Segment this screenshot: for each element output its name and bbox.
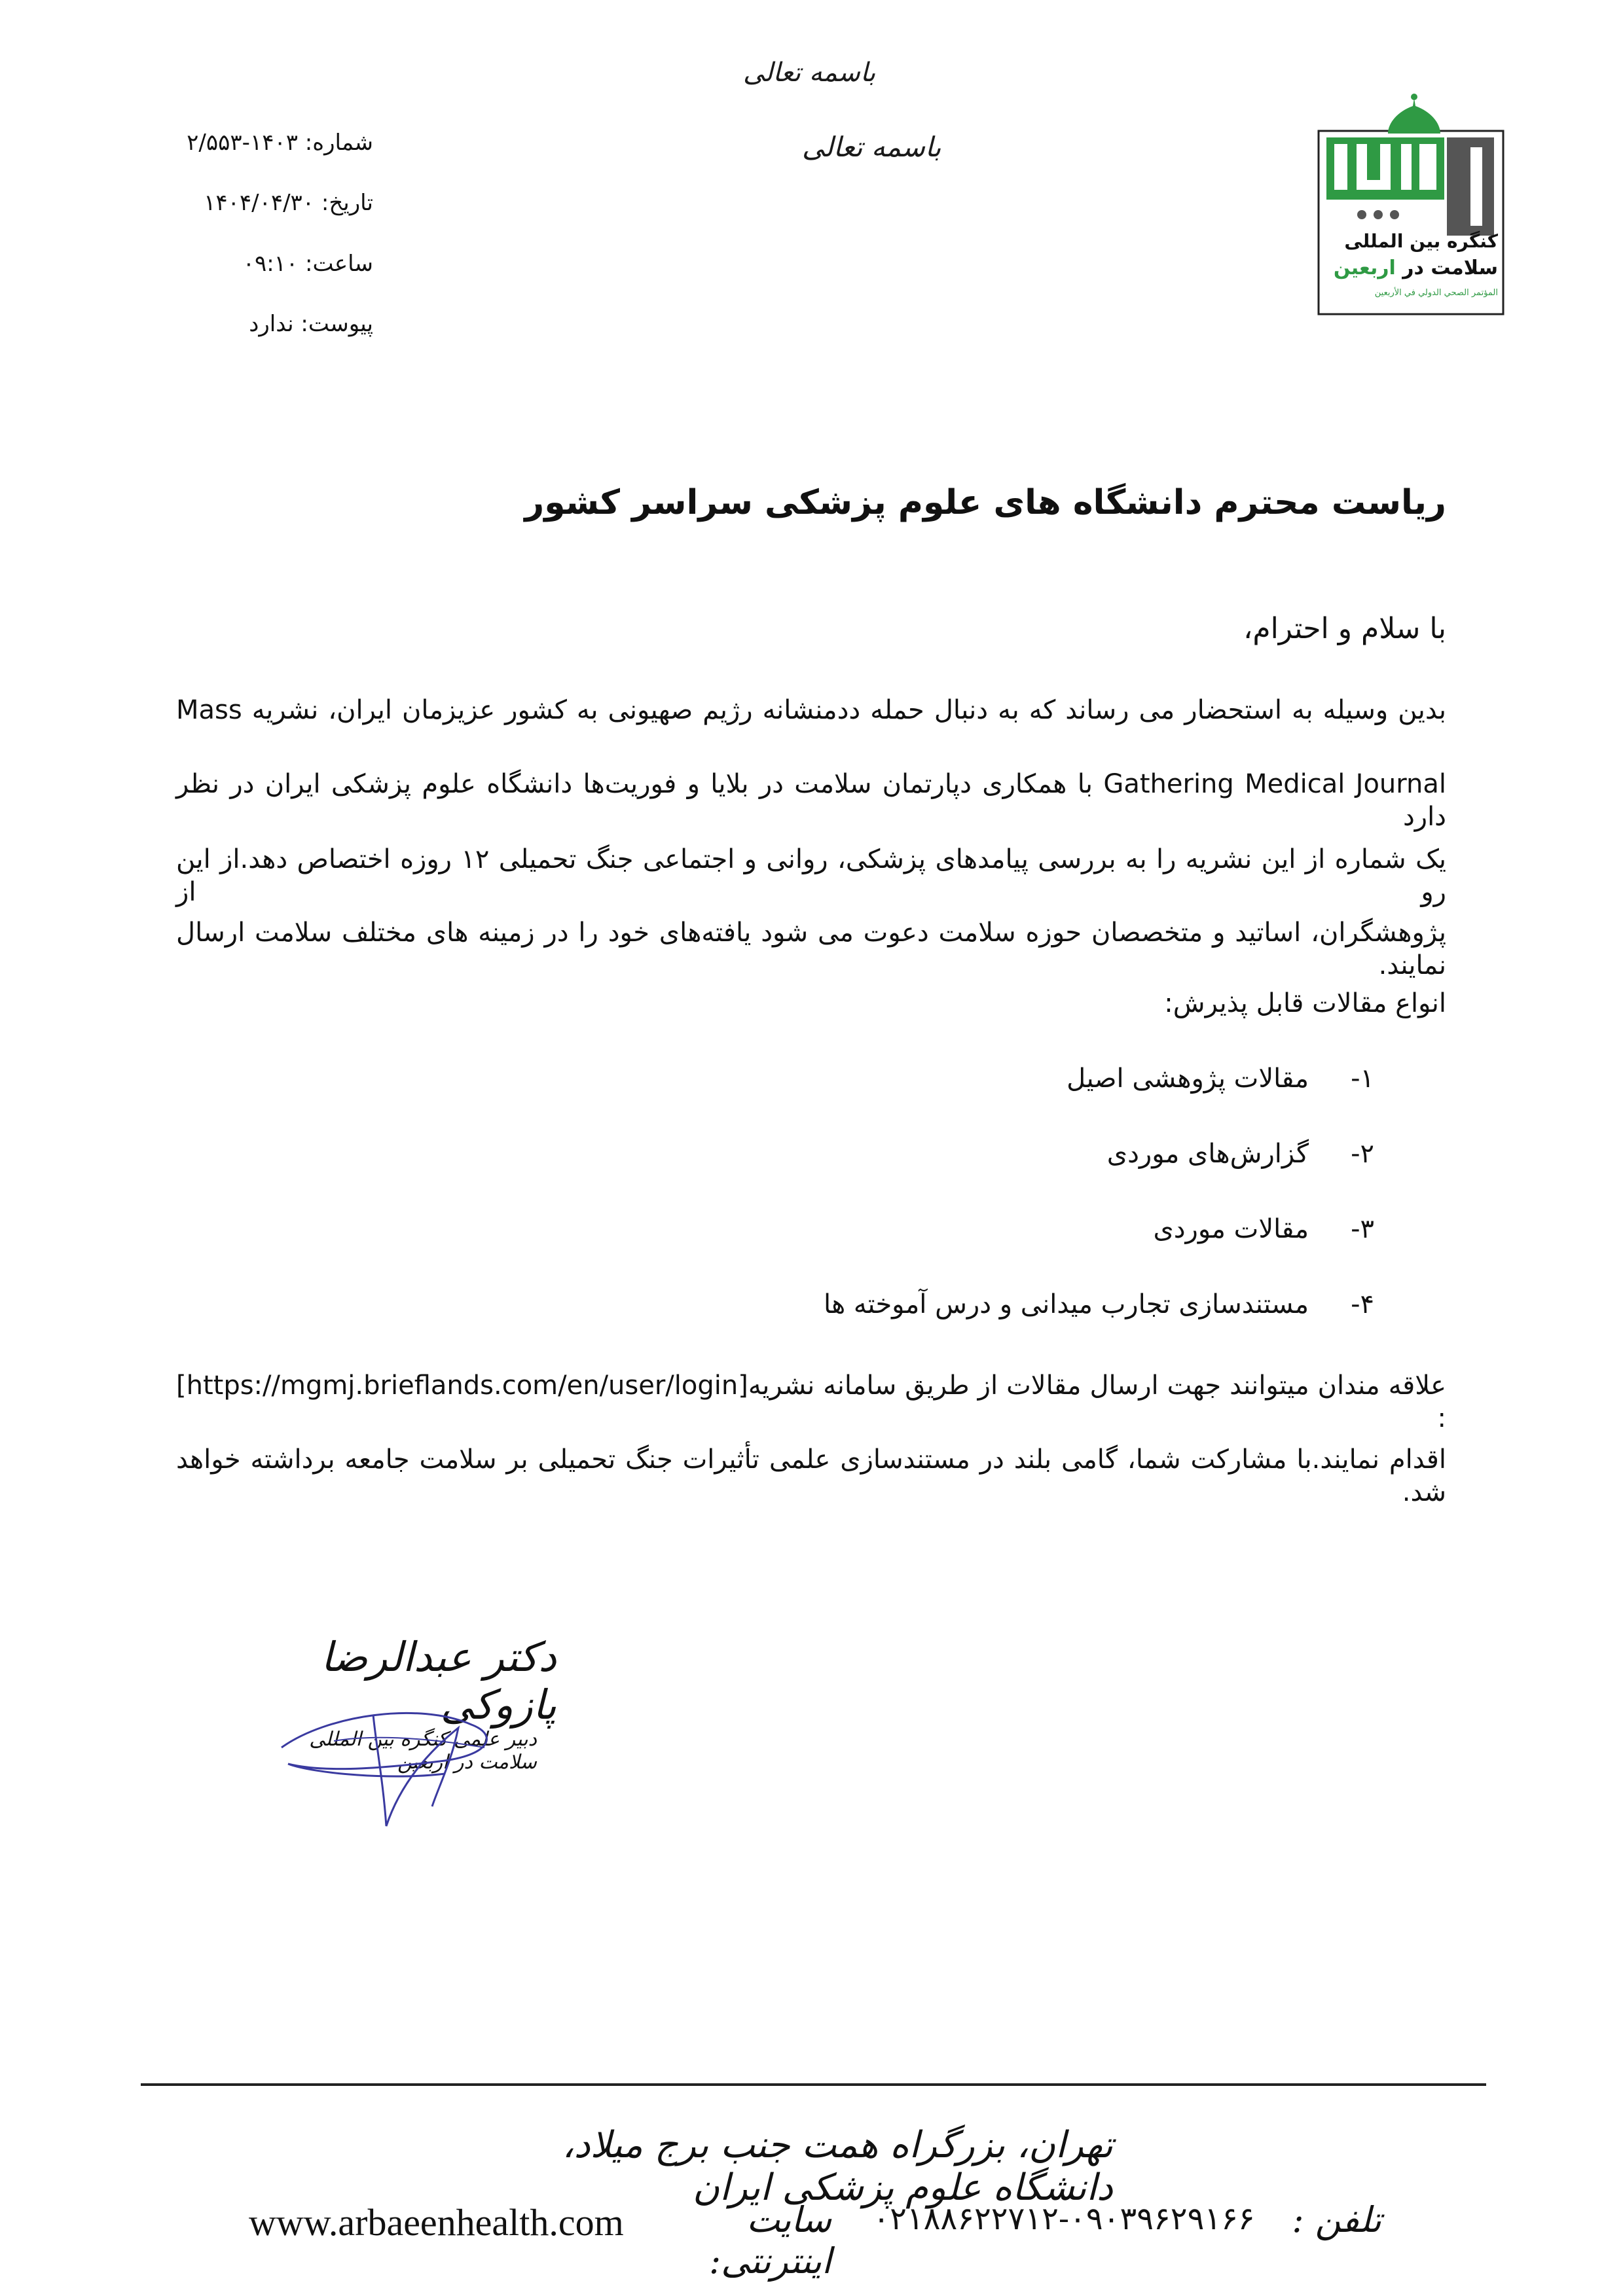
logo-line-2-prefix: سلامت در bbox=[1402, 257, 1498, 279]
congress-logo bbox=[1316, 92, 1506, 317]
list-item bbox=[392, 1139, 1374, 1169]
logo-line-2 bbox=[1321, 257, 1498, 279]
paragraph-line: یک شماره از این نشریه را به بررسی پیامدهای پزشکی، روانی و اجتماعی جنگ تحمیلی ۱۲ روزه اختصاص دهد.از این رو از bbox=[176, 844, 1447, 907]
basmala-heading-secondary: باسمه تعالی bbox=[802, 131, 941, 163]
logo-line-1: کنگره بین المللی bbox=[1344, 230, 1498, 252]
closing-line: اقدام نمایند.با مشارکت شما، گامی بلند در مستندسازی علمی تأثیرات جنگ تحمیلی بر سلامت جامعه برداشته خواهد شد. bbox=[176, 1444, 1446, 1507]
letter-recipient-title: ریاست محترم دانشگاه های علوم پزشکی سراسر کشور bbox=[524, 483, 1446, 522]
paragraph-line: Gathering Medical Journal با همکاری دپارتمان سلامت در بلایا و فوریت‌ها دانشگاه علوم پزشکی ایران در نظر دارد bbox=[176, 769, 1447, 832]
list-label: گزارش‌های موردی bbox=[1106, 1139, 1309, 1169]
greeting: با سلام و احترام، bbox=[1243, 612, 1446, 645]
website-link[interactable]: www.arbaeenhealth.com bbox=[249, 2201, 624, 2244]
list-number: ۲- bbox=[1351, 1139, 1374, 1169]
letter-time: ساعت: ۰۹:۱۰ bbox=[242, 251, 373, 277]
list-number: ۴- bbox=[1351, 1289, 1374, 1319]
logo-line-3: المؤتمر الصحي الدولي في الأربعين bbox=[1374, 288, 1498, 298]
list-label: مقالات موردی bbox=[1153, 1214, 1309, 1244]
phone-numbers: ۰۲۱۸۸۶۲۲۷۱۲-۰۹۰۳۹۶۲۹۱۶۶ bbox=[873, 2200, 1255, 2237]
article-types-heading: انواع مقالات قابل پذیرش: bbox=[1164, 988, 1446, 1018]
list-number: ۱- bbox=[1351, 1064, 1374, 1094]
paragraph-line: بدین وسیله به استحضار می رساند که به دنبال حمله ددمنشانه رژیم صهیونی به کشور عزیزمان ایران، نشریه Mass bbox=[176, 695, 1446, 725]
letter-attachment: پیوست: ندارد bbox=[249, 311, 373, 337]
signatory-name: دکتر عبدالرضا پازوکی bbox=[321, 1633, 556, 1729]
letter-date: تاریخ: ۱۴۰۴/۰۴/۳۰ bbox=[204, 190, 373, 216]
website-label: سایت اینترنتی: bbox=[709, 2199, 831, 2282]
paragraph-line: پژوهشگران، اساتید و متخصصان حوزه سلامت دعوت می شود یافته‌های خود را در زمینه های مختلف سلامت ارسال نمایند. bbox=[176, 918, 1446, 980]
basmala-heading: باسمه تعالی bbox=[743, 58, 876, 88]
congress-logo-emblem bbox=[1316, 92, 1506, 317]
footer-address: تهران، بزرگراه همت جنب برج میلاد، دانشگاه علوم پزشکی ایران bbox=[562, 2124, 1113, 2209]
list-item bbox=[392, 1064, 1374, 1094]
logo-line-2-highlight: اربعین bbox=[1333, 257, 1396, 279]
list-item bbox=[392, 1214, 1374, 1244]
list-number: ۳- bbox=[1351, 1214, 1374, 1244]
footer-divider bbox=[141, 2083, 1486, 2086]
signatory-role: دبیر علمی کنگره بین المللی سلامت در اربعین bbox=[309, 1728, 537, 1774]
list-label: مستندسازی تجارب میدانی و درس آموخته ها bbox=[823, 1289, 1309, 1319]
letter-number: شماره: ۱۴۰۳-۲/۵۵۳ bbox=[187, 130, 373, 156]
phone-label: تلفن : bbox=[1292, 2199, 1381, 2240]
handwritten-signature bbox=[275, 1676, 550, 1839]
list-label: مقالات پژوهشی اصیل bbox=[1067, 1064, 1309, 1094]
list-item bbox=[392, 1289, 1374, 1319]
closing-line: علاقه مندان میتوانند جهت ارسال مقالات از طریق سامانه نشریه[https://mgmj.brieflands.com/en/user/login] : bbox=[176, 1371, 1446, 1433]
